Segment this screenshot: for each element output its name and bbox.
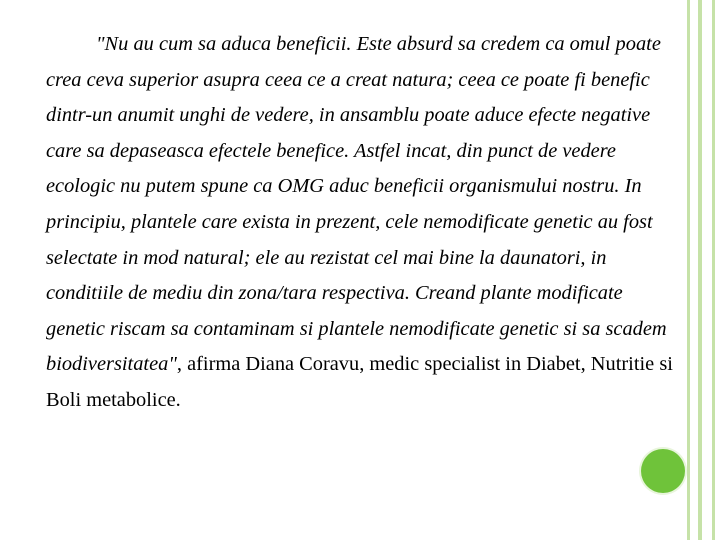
decorative-rule-left	[687, 0, 690, 540]
quote-text: "Nu au cum sa aduca beneficii. Este absurd sa credem ca omul poate crea ceva superior asupra ceea ce a creat natura; ceea ce poate fi benefic dintr-un anumit unghi de vedere, in ansamblu poate aduce efecte negative care sa depaseasca efectele benefice. Astfel incat, din punct de vedere ecologic nu putem spune ca OMG aduc beneficii organismului nostru. In principiu, plantele care exista in prezent, cele nemodificate genetic au fost selectate in mod natural; ele au rezistat cel mai bine la daunatori, in conditiile de mediu din zona/tara respectiva. Creand plante modificate genetic riscam sa contaminam si plantele nemodificate genetic si sa scadem biodiversitatea"	[46, 33, 667, 376]
decorative-rule-middle	[698, 0, 702, 540]
decorative-rule-right	[712, 0, 715, 540]
attribution-text: , afirma Diana Coravu, medic specialist in Diabet, Nutritie si Boli metabolice.	[46, 353, 673, 411]
quote-paragraph	[46, 27, 676, 419]
green-circle-icon	[641, 449, 685, 493]
